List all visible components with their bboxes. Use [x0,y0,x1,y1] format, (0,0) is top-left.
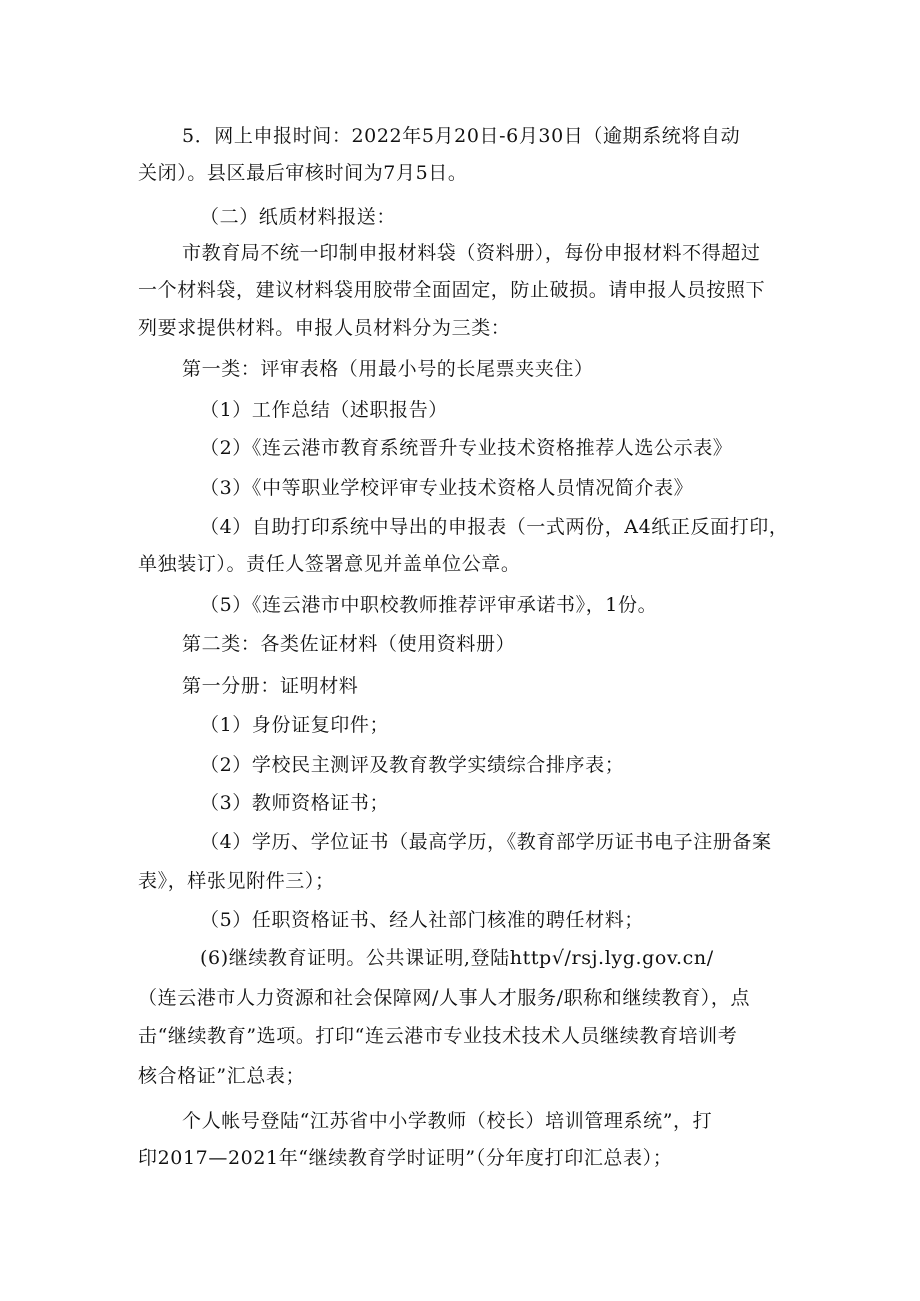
list-item: （3）《中等职业学校评审专业技术资格人员情况简介表》 [200,477,694,499]
paragraph-line: 核合格证”汇总表； [138,1065,306,1087]
list-item: （1）工作总结（述职报告） [200,399,448,421]
list-item: （2）《连云港市教育系统晋升专业技术资格推荐人选公示表》 [200,437,733,459]
list-item: （2）学校民主测评及教育教学实绩综合排序表； [200,754,625,776]
paragraph-line: 个人帐号登陆“江苏省中小学教师（校长）培训管理系统”，打 [182,1110,713,1132]
paragraph-line: 市教育局不统一印制申报材料袋（资料册），每份申报材料不得超过 [182,242,761,264]
list-item: （5）任职资格证书、经人社部门核准的聘任材料； [200,909,644,931]
paragraph-line: 印2017—2021年“继续教育学时证明”（分年度打印汇总表）； [138,1147,673,1169]
category-heading: 第二类：各类佐证材料（使用资料册） [182,633,516,655]
paragraph-line: 表》，样张见附件三）； [138,870,335,892]
list-item: （4）自助打印系统中导出的申报表（一式两份，A4纸正反面打印， [200,516,789,538]
paragraph-line: 5．网上申报时间：2022年5月20日-6月30日（逾期系统将自动 [182,125,741,147]
list-item: （3）教师资格证书； [200,792,390,814]
paragraph-line: （连云港市人力资源和社会保障网/人事人才服务/职称和继续教育），点 [138,987,751,1009]
section-heading: （二）纸质材料报送： [200,206,397,228]
category-heading: 第一类：评审表格（用最小号的长尾票夹夹住） [182,358,594,380]
list-item: (6)继续教育证明。公共课证明,登陆http√/rsj.lyg.gov.cn/ [200,947,714,969]
list-item: （1）身份证复印件； [200,714,390,736]
paragraph-line: 关闭）。县区最后审核时间为7月5日。 [138,162,468,184]
paragraph-line: 单独装订）。责任人签署意见并盖单位公章。 [138,553,521,575]
paragraph-line: 击“继续教育”选项。打印“连云港市专业技术技术人员继续教育培训考 [138,1025,738,1047]
paragraph-line: 列要求提供材料。申报人员材料分为三类： [138,317,511,339]
subsection-heading: 第一分册：证明材料 [182,675,359,697]
list-item: （4）学历、学位证书（最高学历，《教育部学历证书电子注册备案 [200,831,772,853]
paragraph-line: 一个材料袋，建议材料袋用胶带全面固定，防止破损。请申报人员按照下 [138,279,766,301]
list-item: （5）《连云港市中职校教师推荐评审承诺书》，1份。 [200,594,658,616]
